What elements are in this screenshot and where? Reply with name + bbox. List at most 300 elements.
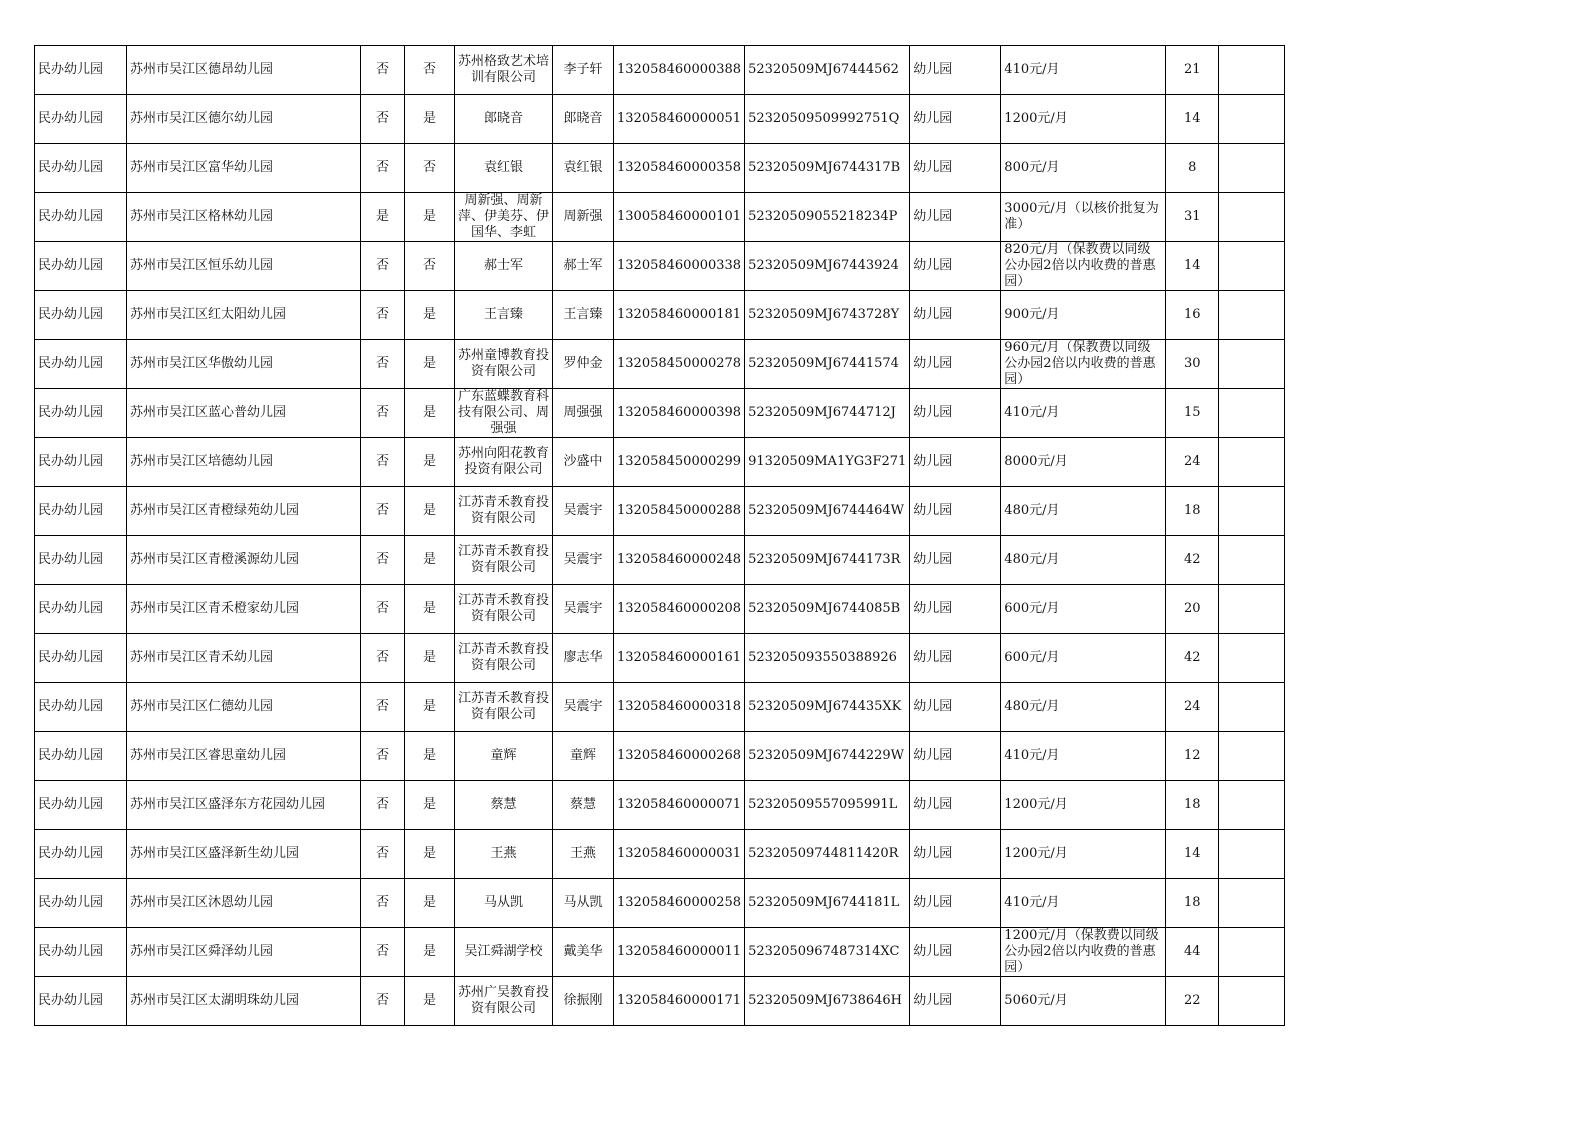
- credit-code-cell: [745, 95, 910, 144]
- school-type-cell-text: 民办幼儿园: [38, 601, 104, 616]
- flag-b-cell: [405, 830, 455, 879]
- extra-cell: [1219, 879, 1285, 928]
- school-name-cell: [127, 487, 361, 536]
- flag-a-cell-text: 否: [375, 258, 389, 273]
- code-number-cell-text: 130058460000101: [617, 209, 742, 224]
- count-cell-text: 42: [1184, 650, 1201, 665]
- credit-code-cell-text: 52320509MJ6743728Y: [748, 307, 900, 322]
- fee-cell-text: 8000元/月: [1004, 454, 1068, 469]
- count-cell: [1166, 95, 1219, 144]
- category-cell-text: 幼儿园: [913, 405, 953, 420]
- count-cell: [1166, 536, 1219, 585]
- flag-b-cell-text: 是: [422, 601, 436, 616]
- legal-rep-cell: [553, 732, 614, 781]
- credit-code-cell: [745, 487, 910, 536]
- school-type-cell: [35, 193, 127, 242]
- code-number-cell: [614, 683, 745, 732]
- legal-rep-cell: [553, 879, 614, 928]
- fee-cell: [1001, 487, 1166, 536]
- category-cell-text: 幼儿园: [913, 307, 953, 322]
- extra-cell: [1219, 144, 1285, 193]
- legal-rep-cell-text: 廖志华: [563, 650, 603, 665]
- credit-code-cell: [745, 928, 910, 977]
- flag-a-cell-text: 否: [375, 356, 389, 371]
- school-type-cell-text: 民办幼儿园: [38, 258, 104, 273]
- credit-code-cell-text: 52320509509992751Q: [748, 111, 900, 126]
- extra-cell: [1219, 928, 1285, 977]
- flag-a-cell-text: 否: [375, 797, 389, 812]
- credit-code-cell: [745, 634, 910, 683]
- credit-code-cell-text: 52320509MJ6744181L: [748, 895, 900, 910]
- category-cell: [910, 242, 1001, 291]
- category-cell: [910, 144, 1001, 193]
- table-row: [35, 585, 1285, 634]
- school-name-cell-text: 苏州市吴江区仁德幼儿园: [130, 699, 274, 714]
- flag-b-cell: [405, 144, 455, 193]
- category-cell-text: 幼儿园: [913, 846, 953, 861]
- flag-a-cell: [361, 389, 405, 438]
- category-cell-text: 幼儿园: [913, 552, 953, 567]
- count-cell-text: 16: [1184, 307, 1201, 322]
- school-type-cell: [35, 389, 127, 438]
- count-cell-text: 18: [1184, 895, 1201, 910]
- school-name-cell-text: 苏州市吴江区盛泽新生幼儿园: [130, 846, 300, 861]
- flag-a-cell: [361, 585, 405, 634]
- count-cell: [1166, 438, 1219, 487]
- code-number-cell: [614, 879, 745, 928]
- category-cell: [910, 536, 1001, 585]
- category-cell: [910, 389, 1001, 438]
- credit-code-cell-text: 52320509MJ67441574: [748, 356, 899, 371]
- school-type-cell: [35, 781, 127, 830]
- count-cell: [1166, 830, 1219, 879]
- flag-b-cell: [405, 732, 455, 781]
- legal-rep-cell: [553, 487, 614, 536]
- flag-b-cell: [405, 977, 455, 1026]
- category-cell: [910, 487, 1001, 536]
- count-cell-text: 24: [1184, 699, 1201, 714]
- school-name-cell: [127, 830, 361, 879]
- flag-a-cell-text: 否: [375, 601, 389, 616]
- flag-b-cell: [405, 781, 455, 830]
- extra-cell: [1219, 242, 1285, 291]
- flag-a-cell-text: 否: [375, 748, 389, 763]
- count-cell: [1166, 732, 1219, 781]
- school-type-cell-text: 民办幼儿园: [38, 405, 104, 420]
- count-cell: [1166, 144, 1219, 193]
- legal-rep-cell-text: 罗仲金: [563, 356, 603, 371]
- credit-code-cell-text: 52320509MJ6738646H: [748, 993, 903, 1008]
- flag-a-cell-text: 否: [375, 160, 389, 175]
- school-name-cell: [127, 95, 361, 144]
- credit-code-cell-text: 52320509MJ67443924: [748, 258, 899, 273]
- flag-b-cell-text: 是: [422, 846, 436, 861]
- count-cell-text: 42: [1184, 552, 1201, 567]
- table-row: [35, 95, 1285, 144]
- extra-cell: [1219, 95, 1285, 144]
- credit-code-cell-text: 52320509MJ6744464W: [748, 503, 905, 518]
- credit-code-cell-text: 52320509MJ674435XK: [748, 699, 902, 714]
- fee-cell-text: 1200元/月: [1004, 111, 1068, 126]
- legal-rep-cell: [553, 340, 614, 389]
- fee-cell: [1001, 977, 1166, 1026]
- school-name-cell-text: 苏州市吴江区华傲幼儿园: [130, 356, 274, 371]
- extra-cell: [1219, 487, 1285, 536]
- fee-cell-text: 600元/月: [1004, 601, 1060, 616]
- fee-cell-text: 5060元/月: [1004, 993, 1068, 1008]
- count-cell-text: 31: [1184, 209, 1201, 224]
- school-name-cell: [127, 879, 361, 928]
- school-type-cell: [35, 683, 127, 732]
- flag-b-cell-text: 是: [422, 797, 436, 812]
- fee-cell-text: 480元/月: [1004, 552, 1060, 567]
- category-cell-text: 幼儿园: [913, 454, 953, 469]
- school-name-cell-text: 苏州市吴江区舜泽幼儿园: [130, 944, 274, 959]
- code-number-cell-text: 132058460000161: [617, 650, 742, 665]
- school-name-cell: [127, 781, 361, 830]
- fee-cell-text: 1200元/月（保教费以同级公办园2倍以内收费的普惠园）: [1004, 928, 1159, 975]
- count-cell: [1166, 242, 1219, 291]
- credit-code-cell-text: 52320509MJ6744085B: [748, 601, 901, 616]
- sponsor-cell-text: 袁红银: [483, 160, 523, 175]
- flag-b-cell-text: 否: [422, 160, 436, 175]
- flag-a-cell: [361, 683, 405, 732]
- school-type-cell: [35, 977, 127, 1026]
- extra-cell: [1219, 193, 1285, 242]
- sponsor-cell: [455, 830, 553, 879]
- flag-a-cell-text: 否: [375, 454, 389, 469]
- sponsor-cell: [455, 242, 553, 291]
- code-number-cell: [614, 977, 745, 1026]
- credit-code-cell-text: 52320509MJ6744173R: [748, 552, 901, 567]
- extra-cell: [1219, 683, 1285, 732]
- flag-b-cell-text: 是: [422, 552, 436, 567]
- sponsor-cell: [455, 291, 553, 340]
- flag-b-cell-text: 是: [422, 748, 436, 763]
- school-name-cell-text: 苏州市吴江区太湖明珠幼儿园: [130, 993, 300, 1008]
- table-row: [35, 634, 1285, 683]
- sponsor-cell-text: 江苏青禾教育投资有限公司: [458, 691, 549, 722]
- sponsor-cell: [455, 389, 553, 438]
- credit-code-cell-text: 52320509557095991L: [748, 797, 898, 812]
- code-number-cell-text: 132058460000181: [617, 307, 742, 322]
- table-row: [35, 144, 1285, 193]
- count-cell-text: 18: [1184, 797, 1201, 812]
- school-name-cell: [127, 340, 361, 389]
- school-name-cell-text: 苏州市吴江区德尔幼儿园: [130, 111, 274, 126]
- count-cell: [1166, 683, 1219, 732]
- flag-a-cell-text: 否: [375, 111, 389, 126]
- flag-b-cell: [405, 536, 455, 585]
- table-row: [35, 683, 1285, 732]
- school-type-cell-text: 民办幼儿园: [38, 944, 104, 959]
- credit-code-cell: [745, 830, 910, 879]
- extra-cell: [1219, 585, 1285, 634]
- fee-cell: [1001, 389, 1166, 438]
- credit-code-cell: [745, 340, 910, 389]
- school-type-cell-text: 民办幼儿园: [38, 699, 104, 714]
- table-row: [35, 242, 1285, 291]
- flag-b-cell: [405, 242, 455, 291]
- count-cell: [1166, 340, 1219, 389]
- code-number-cell-text: 132058460000248: [617, 552, 742, 567]
- legal-rep-cell-text: 童辉: [569, 748, 596, 763]
- count-cell: [1166, 389, 1219, 438]
- category-cell: [910, 438, 1001, 487]
- flag-a-cell: [361, 536, 405, 585]
- fee-cell-text: 410元/月: [1004, 895, 1060, 910]
- table-row: [35, 830, 1285, 879]
- fee-cell-text: 960元/月（保教费以同级公办园2倍以内收费的普惠园）: [1004, 340, 1156, 387]
- count-cell-text: 44: [1184, 944, 1201, 959]
- sponsor-cell-text: 江苏青禾教育投资有限公司: [458, 544, 549, 575]
- credit-code-cell-text: 5232050967487314XC: [748, 944, 900, 959]
- count-cell-text: 12: [1184, 748, 1201, 763]
- flag-a-cell: [361, 438, 405, 487]
- category-cell: [910, 781, 1001, 830]
- sponsor-cell: [455, 683, 553, 732]
- fee-cell-text: 600元/月: [1004, 650, 1060, 665]
- sponsor-cell-text: 王燕: [490, 846, 517, 861]
- code-number-cell: [614, 732, 745, 781]
- flag-b-cell-text: 是: [422, 111, 436, 126]
- credit-code-cell: [745, 389, 910, 438]
- legal-rep-cell: [553, 95, 614, 144]
- sponsor-cell: [455, 879, 553, 928]
- flag-b-cell: [405, 193, 455, 242]
- legal-rep-cell: [553, 536, 614, 585]
- legal-rep-cell-text: 沙盛中: [563, 454, 603, 469]
- sponsor-cell: [455, 536, 553, 585]
- credit-code-cell: [745, 585, 910, 634]
- school-type-cell: [35, 879, 127, 928]
- flag-a-cell: [361, 879, 405, 928]
- flag-a-cell-text: 是: [375, 209, 389, 224]
- school-name-cell: [127, 144, 361, 193]
- fee-cell-text: 480元/月: [1004, 699, 1060, 714]
- school-type-cell-text: 民办幼儿园: [38, 846, 104, 861]
- extra-cell: [1219, 977, 1285, 1026]
- school-name-cell-text: 苏州市吴江区青橙溪源幼儿园: [130, 552, 300, 567]
- code-number-cell-text: 132058460000031: [617, 846, 742, 861]
- flag-a-cell: [361, 830, 405, 879]
- school-name-cell-text: 苏州市吴江区沐恩幼儿园: [130, 895, 274, 910]
- fee-cell: [1001, 781, 1166, 830]
- school-name-cell-text: 苏州市吴江区青禾幼儿园: [130, 650, 274, 665]
- count-cell: [1166, 781, 1219, 830]
- legal-rep-cell-text: 吴震宇: [563, 699, 603, 714]
- category-cell-text: 幼儿园: [913, 699, 953, 714]
- count-cell: [1166, 879, 1219, 928]
- flag-a-cell: [361, 291, 405, 340]
- sponsor-cell: [455, 438, 553, 487]
- sponsor-cell-text: 童辉: [490, 748, 517, 763]
- school-type-cell: [35, 340, 127, 389]
- school-type-cell: [35, 95, 127, 144]
- legal-rep-cell: [553, 242, 614, 291]
- code-number-cell: [614, 46, 745, 95]
- fee-cell: [1001, 46, 1166, 95]
- school-name-cell-text: 苏州市吴江区恒乐幼儿园: [130, 258, 274, 273]
- flag-a-cell-text: 否: [375, 699, 389, 714]
- code-number-cell: [614, 634, 745, 683]
- credit-code-cell: [745, 242, 910, 291]
- sponsor-cell-text: 王言臻: [483, 307, 523, 322]
- category-cell-text: 幼儿园: [913, 993, 953, 1008]
- flag-a-cell-text: 否: [375, 62, 389, 77]
- school-type-cell: [35, 830, 127, 879]
- category-cell: [910, 683, 1001, 732]
- table-row: [35, 781, 1285, 830]
- flag-b-cell: [405, 683, 455, 732]
- legal-rep-cell: [553, 781, 614, 830]
- fee-cell: [1001, 683, 1166, 732]
- legal-rep-cell: [553, 46, 614, 95]
- fee-cell: [1001, 830, 1166, 879]
- code-number-cell-text: 132058460000358: [617, 160, 742, 175]
- legal-rep-cell-text: 徐振刚: [563, 993, 603, 1008]
- legal-rep-cell-text: 王言臻: [563, 307, 603, 322]
- school-name-cell: [127, 634, 361, 683]
- fee-cell-text: 900元/月: [1004, 307, 1060, 322]
- category-cell-text: 幼儿园: [913, 601, 953, 616]
- code-number-cell: [614, 144, 745, 193]
- sponsor-cell-text: 苏州向阳花教育投资有限公司: [458, 446, 549, 477]
- flag-b-cell: [405, 928, 455, 977]
- fee-cell-text: 3000元/月（以核价批复为准）: [1004, 201, 1159, 232]
- legal-rep-cell: [553, 193, 614, 242]
- category-cell-text: 幼儿园: [913, 797, 953, 812]
- legal-rep-cell: [553, 438, 614, 487]
- credit-code-cell-text: 52320509MJ6744229W: [748, 748, 905, 763]
- school-type-cell-text: 民办幼儿园: [38, 209, 104, 224]
- fee-cell-text: 410元/月: [1004, 62, 1060, 77]
- category-cell: [910, 977, 1001, 1026]
- flag-b-cell: [405, 291, 455, 340]
- code-number-cell: [614, 487, 745, 536]
- code-number-cell-text: 132058460000011: [617, 944, 742, 959]
- count-cell-text: 22: [1184, 993, 1201, 1008]
- flag-a-cell-text: 否: [375, 944, 389, 959]
- flag-b-cell-text: 否: [422, 258, 436, 273]
- count-cell-text: 21: [1184, 62, 1201, 77]
- sponsor-cell-text: 吴江舜湖学校: [464, 944, 543, 959]
- legal-rep-cell-text: 袁红银: [563, 160, 603, 175]
- table-row: [35, 291, 1285, 340]
- table-row: [35, 438, 1285, 487]
- fee-cell-text: 820元/月（保教费以同级公办园2倍以内收费的普惠园）: [1004, 242, 1156, 289]
- school-name-cell: [127, 732, 361, 781]
- extra-cell: [1219, 781, 1285, 830]
- school-name-cell: [127, 46, 361, 95]
- flag-b-cell: [405, 46, 455, 95]
- legal-rep-cell: [553, 977, 614, 1026]
- sponsor-cell-text: 苏州童博教育投资有限公司: [458, 348, 549, 379]
- flag-b-cell-text: 是: [422, 650, 436, 665]
- school-name-cell: [127, 585, 361, 634]
- category-cell: [910, 634, 1001, 683]
- category-cell: [910, 291, 1001, 340]
- flag-a-cell: [361, 95, 405, 144]
- code-number-cell: [614, 438, 745, 487]
- legal-rep-cell: [553, 683, 614, 732]
- legal-rep-cell: [553, 928, 614, 977]
- legal-rep-cell: [553, 830, 614, 879]
- flag-a-cell: [361, 977, 405, 1026]
- category-cell-text: 幼儿园: [913, 111, 953, 126]
- flag-a-cell: [361, 340, 405, 389]
- fee-cell: [1001, 634, 1166, 683]
- fee-cell-text: 1200元/月: [1004, 797, 1068, 812]
- school-name-cell: [127, 291, 361, 340]
- category-cell-text: 幼儿园: [913, 944, 953, 959]
- school-type-cell: [35, 46, 127, 95]
- flag-b-cell: [405, 95, 455, 144]
- code-number-cell: [614, 389, 745, 438]
- count-cell-text: 18: [1184, 503, 1201, 518]
- legal-rep-cell-text: 吴震宇: [563, 503, 603, 518]
- category-cell-text: 幼儿园: [913, 62, 953, 77]
- fee-cell-text: 410元/月: [1004, 405, 1060, 420]
- legal-rep-cell-text: 郎晓音: [563, 111, 603, 126]
- credit-code-cell: [745, 144, 910, 193]
- code-number-cell: [614, 242, 745, 291]
- extra-cell: [1219, 389, 1285, 438]
- school-name-cell-text: 苏州市吴江区培德幼儿园: [130, 454, 274, 469]
- table-row: [35, 732, 1285, 781]
- flag-b-cell-text: 是: [422, 895, 436, 910]
- category-cell-text: 幼儿园: [913, 748, 953, 763]
- credit-code-cell-text: 523205093550388926: [748, 650, 897, 665]
- code-number-cell: [614, 291, 745, 340]
- count-cell: [1166, 487, 1219, 536]
- sponsor-cell: [455, 193, 553, 242]
- table-row: [35, 879, 1285, 928]
- fee-cell: [1001, 144, 1166, 193]
- category-cell: [910, 46, 1001, 95]
- legal-rep-cell-text: 吴震宇: [563, 601, 603, 616]
- school-name-cell-text: 苏州市吴江区睿思童幼儿园: [130, 748, 287, 763]
- school-type-cell-text: 民办幼儿园: [38, 356, 104, 371]
- school-type-cell: [35, 536, 127, 585]
- code-number-cell-text: 132058460000338: [617, 258, 742, 273]
- fee-cell: [1001, 585, 1166, 634]
- school-type-cell: [35, 585, 127, 634]
- extra-cell: [1219, 634, 1285, 683]
- legal-rep-cell-text: 吴震宇: [563, 552, 603, 567]
- fee-cell: [1001, 291, 1166, 340]
- code-number-cell-text: 132058460000208: [617, 601, 742, 616]
- sponsor-cell-text: 江苏青禾教育投资有限公司: [458, 593, 549, 624]
- legal-rep-cell: [553, 634, 614, 683]
- code-number-cell-text: 132058460000051: [617, 111, 742, 126]
- school-name-cell: [127, 536, 361, 585]
- school-type-cell-text: 民办幼儿园: [38, 307, 104, 322]
- sponsor-cell-text: 郎晓音: [483, 111, 523, 126]
- code-number-cell: [614, 585, 745, 634]
- fee-cell-text: 480元/月: [1004, 503, 1060, 518]
- legal-rep-cell: [553, 389, 614, 438]
- credit-code-cell: [745, 683, 910, 732]
- legal-rep-cell-text: 戴美华: [563, 944, 603, 959]
- flag-b-cell-text: 否: [422, 62, 436, 77]
- sponsor-cell: [455, 781, 553, 830]
- sponsor-cell-text: 周新强、周新萍、伊美芬、伊国华、李虹: [458, 193, 549, 240]
- code-number-cell-text: 132058460000258: [617, 895, 742, 910]
- school-type-cell: [35, 928, 127, 977]
- sponsor-cell: [455, 95, 553, 144]
- sponsor-cell: [455, 585, 553, 634]
